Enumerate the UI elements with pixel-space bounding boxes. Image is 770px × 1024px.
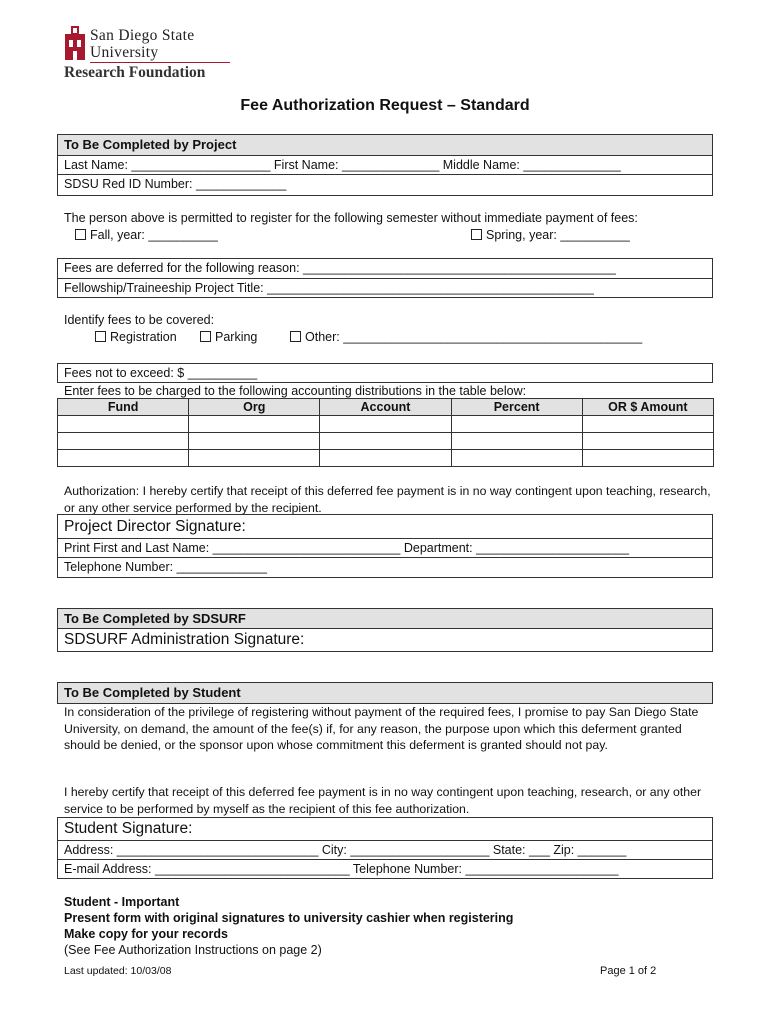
column-fund: Fund [58,399,189,416]
parking-checkbox[interactable] [200,331,211,342]
registration-checkbox[interactable] [95,331,106,342]
logo-line-2: University [90,44,159,61]
note-present-form: Present form with original signatures to university cashier when registering [64,911,514,925]
table-cell[interactable] [320,416,451,433]
table-cell[interactable] [189,450,320,467]
fees-not-exceed-row[interactable]: Fees not to exceed: $ __________ [64,366,258,380]
table-cell[interactable] [58,433,189,450]
sdsurf-signature-line[interactable]: SDSURF Administration Signature: [64,631,305,648]
table-cell[interactable] [582,450,713,467]
column-percent: Percent [451,399,582,416]
column-amount: OR $ Amount [582,399,713,416]
last-updated: Last updated: 10/03/08 [64,965,172,977]
table-row [58,416,714,433]
table-cell[interactable] [451,416,582,433]
sdsurf-section-header: To Be Completed by SDSURF [58,609,712,629]
semester-text: The person above is permitted to register for the following semester without immediate payment of fees: [64,211,638,225]
sdsurf-section [57,608,713,652]
print-name-row[interactable]: Print First and Last Name: ___________________________ Department: ______________________ [58,539,712,558]
identify-fees-label: Identify fees to be covered: [64,313,215,327]
table-cell[interactable] [582,433,713,450]
spring-checkbox[interactable] [471,229,482,240]
note-important: Student - Important [64,895,180,909]
project-section-header: To Be Completed by Project [58,135,712,156]
fall-label: Fall, year: __________ [90,228,218,242]
student-signature-section [57,817,713,879]
note-see-instructions: (See Fee Authorization Instructions on page 2) [64,943,322,957]
deferral-reason-row[interactable]: Fees are deferred for the following reason: _____________________________________________ [58,259,712,279]
table-cell[interactable] [320,450,451,467]
logo-line-1: San Diego State [90,27,195,44]
table-cell[interactable] [189,416,320,433]
table-cell[interactable] [582,416,713,433]
registration-option[interactable] [95,330,177,344]
authorization-text: Authorization: I hereby certify that receipt of this deferred fee payment is in no way contingent upon teaching, research, or any other service performed by the recipient. [64,484,711,515]
other-option[interactable] [290,330,642,344]
table-cell[interactable] [58,450,189,467]
name-row[interactable]: Last Name: ____________________ First Name: ______________ Middle Name: ______________ [58,156,712,175]
parking-option[interactable] [200,330,257,344]
spring-option[interactable] [471,228,630,242]
other-checkbox[interactable] [290,331,301,342]
red-id-row[interactable]: SDSU Red ID Number: _____________ [64,177,287,191]
table-cell[interactable] [58,416,189,433]
project-section [57,134,713,196]
enter-fees-text: Enter fees to be charged to the following accounting distributions in the table below: [64,384,527,398]
fellowship-row[interactable]: Fellowship/Traineeship Project Title: _______________________________________________ [64,281,594,295]
director-section [57,514,713,578]
page-number: Page 1 of 2 [600,965,657,977]
fall-option[interactable] [75,228,218,242]
column-org: Org [189,399,320,416]
email-row[interactable]: E-mail Address: ____________________________ Telephone Number: ______________________ [64,862,619,876]
sdsu-research-foundation-logo [64,26,234,84]
deferral-section [57,258,713,298]
student-promise-text: In consideration of the privilege of registering without payment of the required fees, I promise to pay San Diego State University, on demand, the amount of the fee(s) if, for any reason, the purpose upon which this deferment granted should be denied, or the sponsor upon whose commitment this deferment is granted should not pay. [64,705,699,752]
spring-label: Spring, year: __________ [486,228,630,242]
other-label: Other: ___________________________________________ [305,330,643,344]
logo-line-3: Research Foundation [64,64,206,81]
director-signature-line[interactable]: Project Director Signature: [58,515,712,539]
table-cell[interactable] [451,450,582,467]
student-certify-text: I hereby certify that receipt of this deferred fee payment is in no way contingent upon teaching, research, or any other service to be performed by myself as the recipient of this fee authorization. [64,785,702,816]
telephone-row[interactable]: Telephone Number: _____________ [64,560,267,574]
student-signature-line[interactable]: Student Signature: [58,818,712,841]
fees-not-exceed-box [57,363,713,383]
accounting-table-header [58,399,714,416]
logo-rule [90,62,230,63]
table-cell[interactable] [320,433,451,450]
registration-label: Registration [110,330,177,344]
fall-checkbox[interactable] [75,229,86,240]
table-row [58,450,714,467]
parking-label: Parking [215,330,258,344]
accounting-table [57,398,714,467]
student-section-header: To Be Completed by Student [58,683,712,703]
table-row [58,433,714,450]
address-row[interactable]: Address: _____________________________ City: ____________________ State: ___ Zip: _______ [58,841,712,860]
student-section-header-box [57,682,713,704]
note-make-copy: Make copy for your records [64,927,228,941]
table-cell[interactable] [451,433,582,450]
form-title: Fee Authorization Request – Standard [240,97,530,114]
tower-emblem-icon [64,26,86,60]
table-cell[interactable] [189,433,320,450]
column-account: Account [320,399,451,416]
